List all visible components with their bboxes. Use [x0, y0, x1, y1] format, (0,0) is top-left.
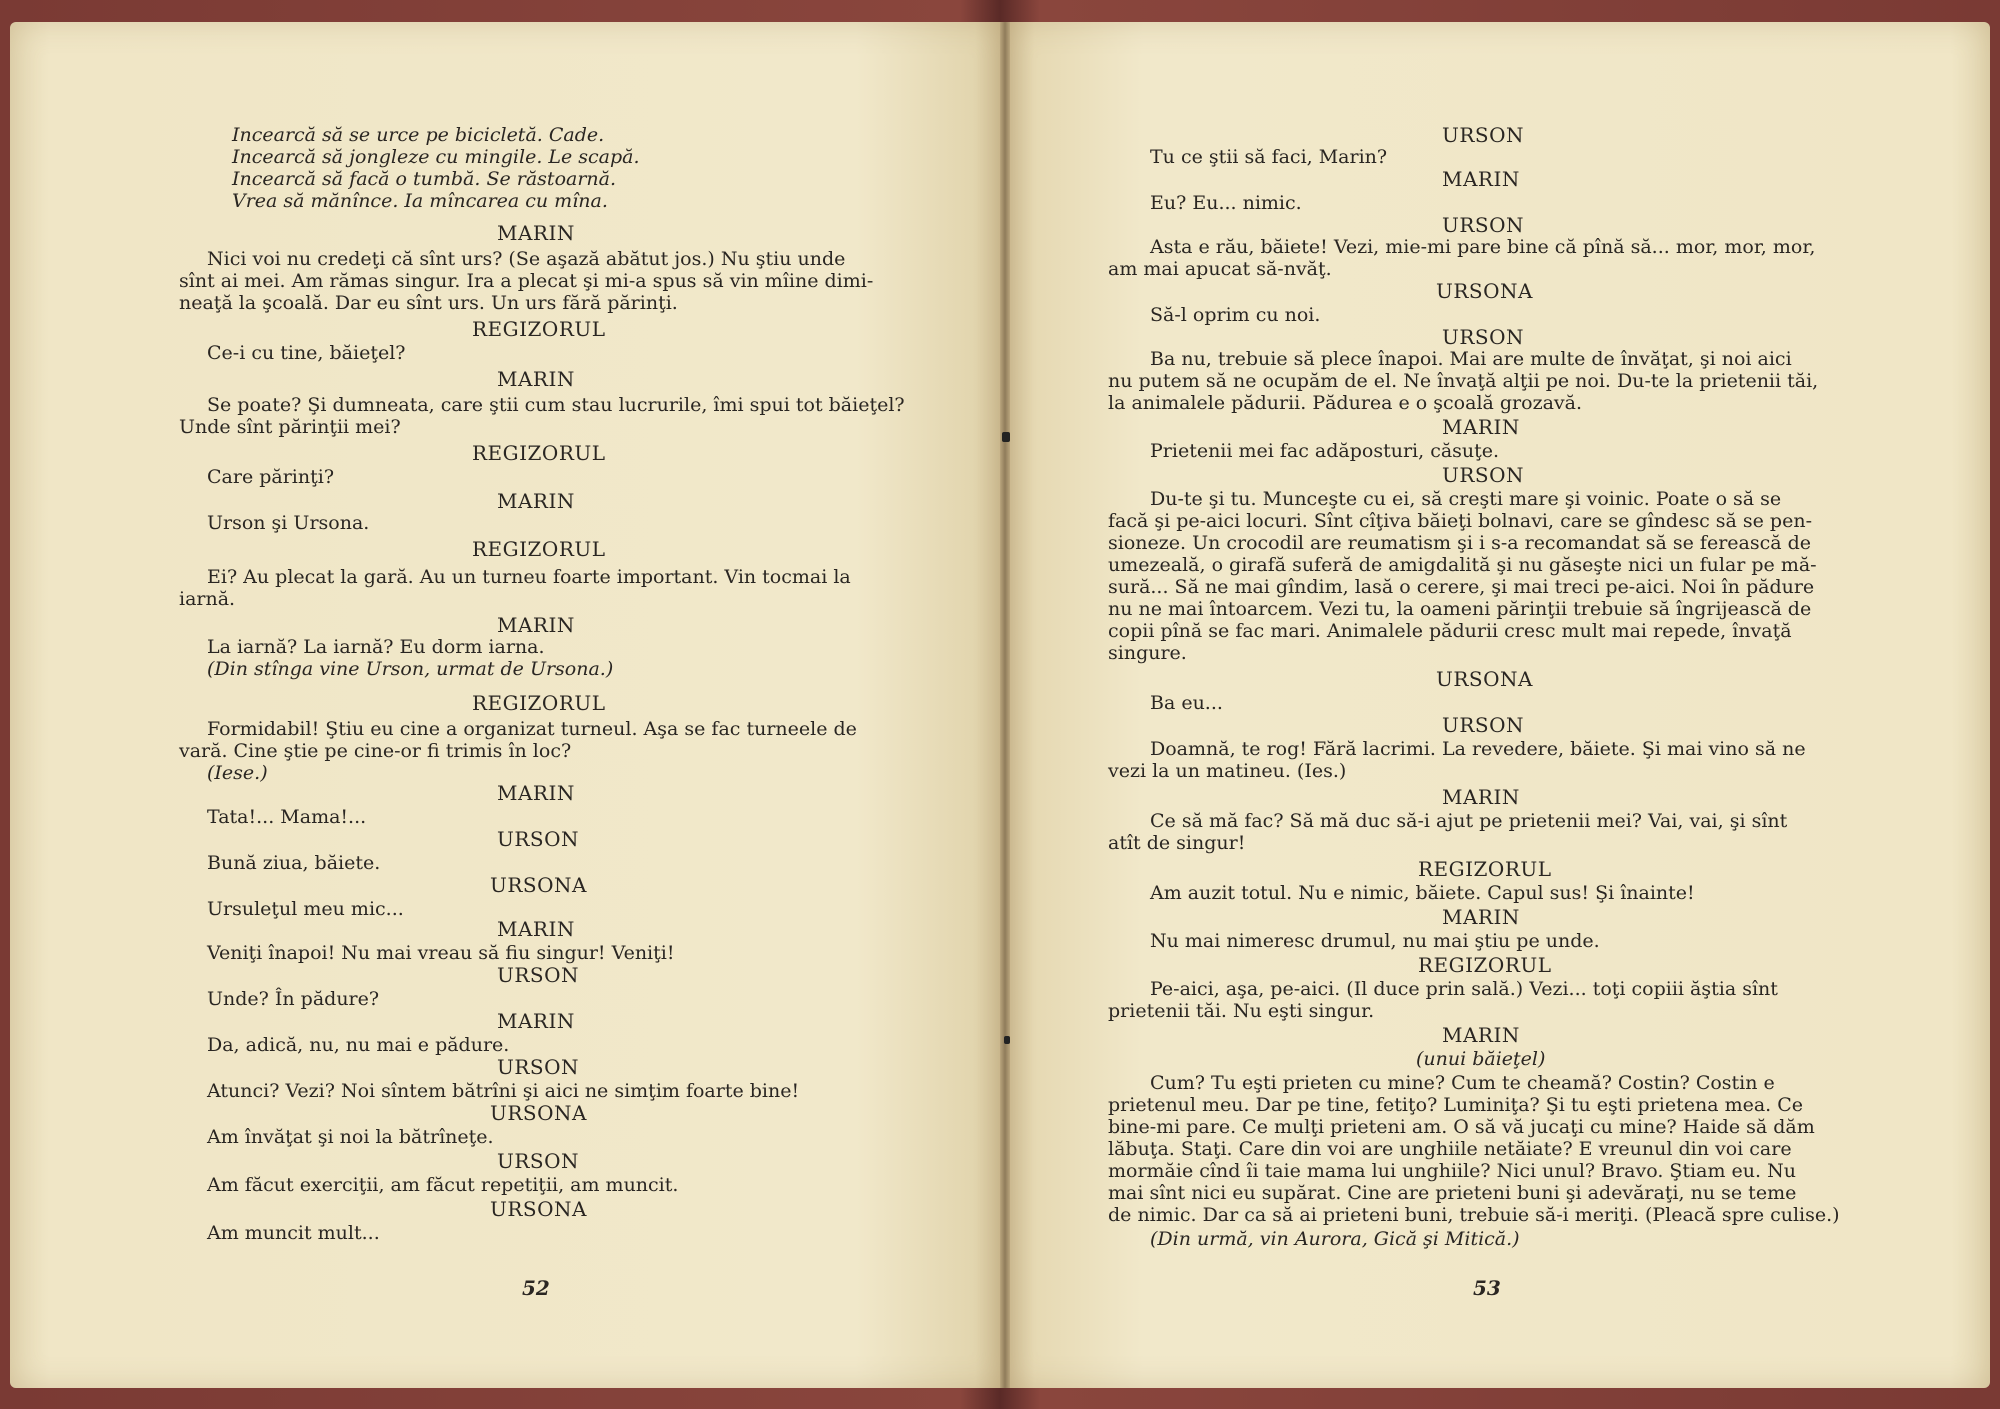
dialogue-line: Ei? Au plecat la gară. Au un turneu foarte important. Vin tocmai la — [207, 566, 851, 588]
speaker-name: REGIZORUL — [1418, 953, 1552, 977]
speaker-name: MARIN — [497, 489, 575, 513]
dialogue-line: Eu? Eu... nimic. — [1150, 192, 1302, 214]
dialogue-line: mormăie cînd îi taie mama lui unghiile? Nici unul? Bravo. Ştiam eu. Nu — [1108, 1160, 1796, 1182]
speaker-name: URSON — [497, 963, 580, 987]
page-number-right: 53 — [1473, 1276, 1501, 1300]
speaker-name: MARIN — [1442, 1023, 1520, 1047]
stage-direction: Incearcă să se urce pe bicicletă. Cade. — [232, 124, 605, 146]
speaker-name: URSONA — [490, 1101, 587, 1125]
dialogue-line: Se poate? Şi dumneata, care ştii cum stau lucrurile, îmi spui tot băieţel? — [207, 394, 905, 416]
dialogue-line: vară. Cine ştie pe cine-or fi trimis în loc? — [179, 740, 572, 762]
speaker-name: MARIN — [497, 367, 575, 391]
dialogue-line: copii pînă se fac mari. Animalele pădurii cresc mult mai repede, învaţă — [1108, 620, 1792, 642]
dialogue-line: bine-mi pare. Ce mulţi prieteni am. O să vă jucaţi cu mine? Haide să dăm — [1108, 1116, 1815, 1138]
speaker-name: REGIZORUL — [472, 537, 606, 561]
speaker-name: MARIN — [1442, 415, 1520, 439]
speaker-name: URSON — [1442, 123, 1525, 147]
dialogue-line: Să-l oprim cu noi. — [1150, 304, 1321, 326]
dialogue-line: nu ne mai întoarcem. Vezi tu, la oameni părinţii trebuie să îngrijească de — [1108, 598, 1812, 620]
gutter-mark — [1004, 1036, 1010, 1044]
stage-direction: Incearcă să facă o tumbă. Se răstoarnă. — [232, 168, 617, 190]
stage-direction: (unui băieţel) — [1416, 1048, 1546, 1070]
dialogue-line: sioneze. Un crocodil are reumatism şi i s-a recomandat să se ferească de — [1108, 532, 1812, 554]
dialogue-line: de nimic. Dar ca să ai prieteni buni, trebuie să-i meriţi. (Pleacă spre culise.) — [1108, 1204, 1840, 1226]
dialogue-line: atît de singur! — [1108, 832, 1246, 854]
stage-direction: Vrea să mănînce. Ia mîncarea cu mîna. — [232, 190, 608, 212]
dialogue-line: Care părinţi? — [207, 466, 335, 488]
speaker-name: MARIN — [497, 781, 575, 805]
dialogue-line: Du-te şi tu. Munceşte cu ei, să creşti mare şi voinic. Poate o să se — [1150, 488, 1782, 510]
stage-direction: (Din stînga vine Urson, urmat de Ursona.) — [207, 658, 614, 680]
dialogue-line: Ba eu... — [1150, 692, 1223, 714]
dialogue-line: am mai apucat să-nvăţ. — [1108, 258, 1332, 280]
page-number-left: 52 — [522, 1276, 550, 1300]
dialogue-line: sînt ai mei. Am rămas singur. Ira a plecat şi mi-a spus să vin mîine dimi- — [179, 270, 874, 292]
dialogue-line: Ce să mă fac? Să mă duc să-i ajut pe prietenii mei? Vai, vai, şi sînt — [1150, 810, 1788, 832]
speaker-name: REGIZORUL — [472, 441, 606, 465]
dialogue-line: singure. — [1108, 642, 1187, 664]
speaker-name: URSONA — [1436, 667, 1533, 691]
speaker-name: MARIN — [497, 917, 575, 941]
dialogue-line: la animalele pădurii. Pădurea e o şcoală grozavă. — [1108, 392, 1583, 414]
dialogue-line: prietenul meu. Dar pe tine, fetiţo? Luminiţa? Şi tu eşti prietena mea. Ce — [1108, 1094, 1804, 1116]
speaker-name: MARIN — [1442, 785, 1520, 809]
speaker-name: REGIZORUL — [1418, 857, 1552, 881]
speaker-name: URSON — [497, 827, 580, 851]
dialogue-line: iarnă. — [179, 588, 236, 610]
dialogue-line: Am învăţat şi noi la bătrîneţe. — [207, 1126, 494, 1148]
speaker-name: MARIN — [1442, 167, 1520, 191]
dialogue-line: Cum? Tu eşti prieten cu mine? Cum te cheamă? Costin? Costin e — [1150, 1072, 1775, 1094]
dialogue-line: neaţă la şcoală. Dar eu sînt urs. Un urs fără părinţi. — [179, 292, 678, 314]
speaker-name: URSON — [497, 1149, 580, 1173]
dialogue-line: Urson şi Ursona. — [207, 512, 370, 534]
dialogue-line: lăbuţa. Staţi. Care din voi are unghiile netăiate? E vreunul din voi care — [1108, 1138, 1792, 1160]
speaker-name: URSONA — [490, 873, 587, 897]
dialogue-line: Prietenii mei fac adăposturi, căsuţe. — [1150, 440, 1500, 462]
dialogue-line: mai sînt nici eu supărat. Cine are prieteni buni şi adevăraţi, nu se teme — [1108, 1182, 1797, 1204]
dialogue-line: umezeală, o girafă suferă de amigdalită şi nu găseşte nici un fular pe mă- — [1108, 554, 1817, 576]
speaker-name: URSON — [1442, 325, 1525, 349]
dialogue-line: Pe-aici, aşa, pe-aici. (Il duce prin sală.) Vezi... toţi copiii ăştia sînt — [1150, 978, 1778, 1000]
stage-direction: (Iese.) — [207, 762, 268, 784]
speaker-name: URSONA — [490, 1197, 587, 1221]
dialogue-line: vezi la un matineu. (Ies.) — [1108, 760, 1347, 782]
dialogue-line: prietenii tăi. Nu eşti singur. — [1108, 1000, 1375, 1022]
dialogue-line: Veniţi înapoi! Nu mai vreau să fiu singur! Veniţi! — [207, 942, 675, 964]
book-gutter — [1000, 22, 1010, 1388]
dialogue-line: La iarnă? La iarnă? Eu dorm iarna. — [207, 636, 545, 658]
speaker-name: URSON — [497, 1055, 580, 1079]
speaker-name: MARIN — [497, 613, 575, 637]
dialogue-line: Nu mai nimeresc drumul, nu mai ştiu pe unde. — [1150, 930, 1600, 952]
dialogue-line: Ursuleţul meu mic... — [207, 898, 404, 920]
dialogue-line: sură... Să ne mai gîndim, lasă o cerere, şi mai treci pe-aici. Noi în pădure — [1108, 576, 1815, 598]
speaker-name: MARIN — [497, 1009, 575, 1033]
speaker-name: URSONA — [1436, 279, 1533, 303]
dialogue-line: Ce-i cu tine, băieţel? — [207, 342, 406, 364]
dialogue-line: Tata!... Mama!... — [207, 806, 367, 828]
stage-direction: Incearcă să jongleze cu mingile. Le scapă. — [232, 146, 640, 168]
speaker-name: MARIN — [1442, 905, 1520, 929]
dialogue-line: Formidabil! Ştiu eu cine a organizat turneul. Aşa se fac turneele de — [207, 718, 857, 740]
dialogue-line: Tu ce ştii să faci, Marin? — [1150, 146, 1388, 168]
dialogue-line: Atunci? Vezi? Noi sîntem bătrîni şi aici ne simţim foarte bine! — [207, 1080, 800, 1102]
dialogue-line: Am făcut exerciţii, am făcut repetiţii, am muncit. — [207, 1174, 679, 1196]
dialogue-line: nu putem să ne ocupăm de el. Ne învaţă alţii pe noi. Du-te la prietenii tăi, — [1108, 370, 1819, 392]
speaker-name: MARIN — [497, 221, 575, 245]
dialogue-line: facă şi pe-aici locuri. Sînt cîţiva băieţi bolnavi, care se gîndesc să se pen- — [1108, 510, 1812, 532]
dialogue-line: Am auzit totul. Nu e nimic, băiete. Capul sus! Şi înainte! — [1150, 882, 1695, 904]
dialogue-line: Am muncit mult... — [207, 1222, 380, 1244]
dialogue-line: Unde? În pădure? — [207, 988, 380, 1010]
dialogue-line: Unde sînt părinţii mei? — [179, 416, 401, 438]
dialogue-line: Asta e rău, băiete! Vezi, mie-mi pare bine că pînă să... mor, mor, mor, — [1150, 236, 1816, 258]
speaker-name: REGIZORUL — [472, 691, 606, 715]
speaker-name: URSON — [1442, 463, 1525, 487]
dialogue-line: Nici voi nu credeţi că sînt urs? (Se aşază abătut jos.) Nu ştiu unde — [207, 248, 846, 270]
dialogue-line: Ba nu, trebuie să plece înapoi. Mai are multe de învăţat, şi noi aici — [1150, 348, 1792, 370]
speaker-name: URSON — [1442, 713, 1525, 737]
speaker-name: REGIZORUL — [472, 317, 606, 341]
speaker-name: URSON — [1442, 213, 1525, 237]
stage-direction: (Din urmă, vin Aurora, Gică şi Mitică.) — [1150, 1228, 1520, 1250]
dialogue-line: Bună ziua, băiete. — [207, 852, 381, 874]
dialogue-line: Doamnă, te rog! Fără lacrimi. La revedere, băiete. Şi mai vino să ne — [1150, 738, 1806, 760]
dialogue-line: Da, adică, nu, nu mai e pădure. — [207, 1034, 510, 1056]
gutter-mark — [1002, 432, 1010, 442]
